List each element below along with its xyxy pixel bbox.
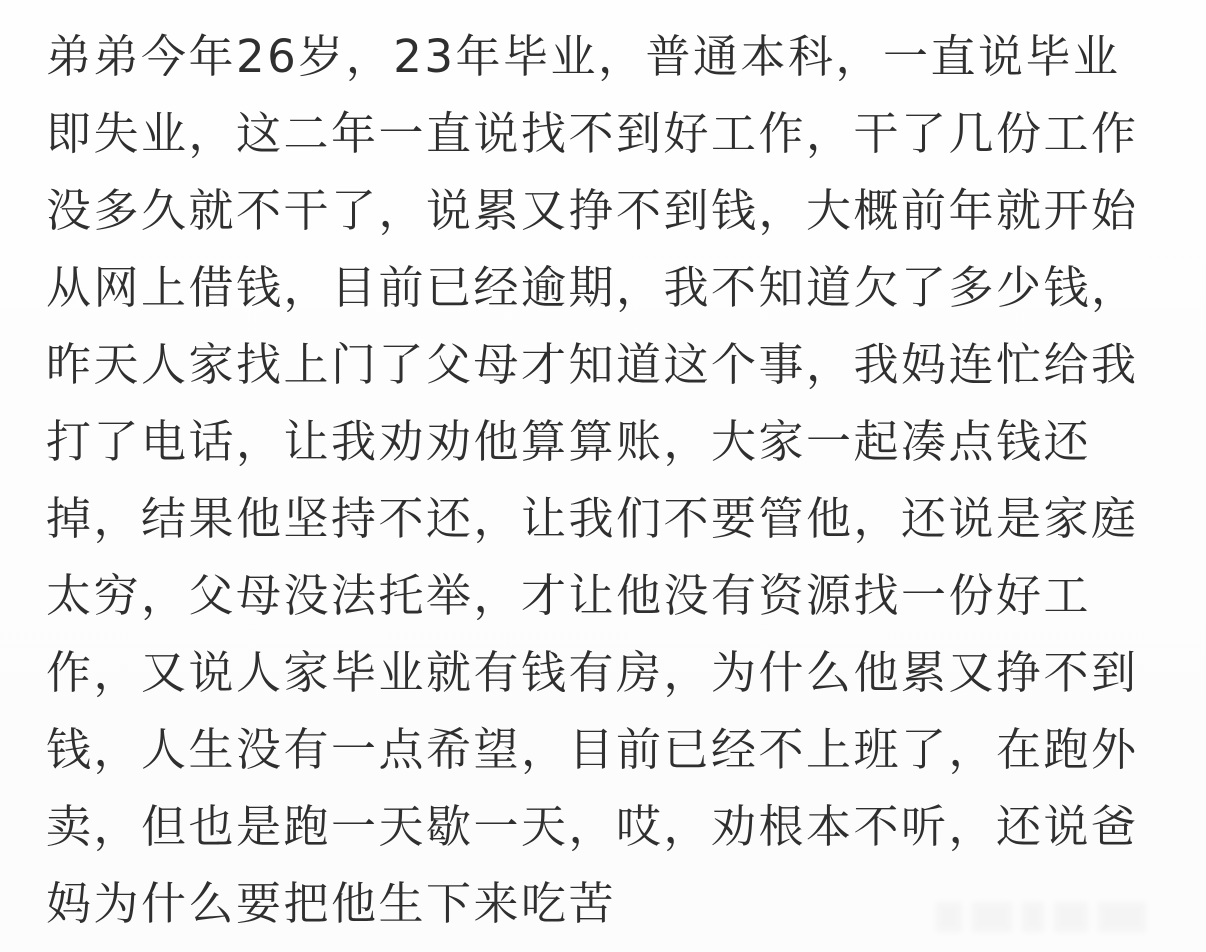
watermark-smudge: [972, 902, 1012, 932]
post-text-line: 钱，人生没有一点希望，目前已经不上班了，在跑外: [46, 723, 1139, 776]
watermark-smudge: [1022, 902, 1044, 932]
post-text-line: 昨天人家找上门了父母才知道这个事，我妈连忙给我: [46, 338, 1139, 391]
watermark-smudge: [1098, 902, 1146, 932]
post-text-line: 卖，但也是跑一天歇一天，哎，劝根本不听，还说爸: [46, 800, 1139, 853]
watermark-smudge: [936, 902, 962, 932]
watermark: [936, 896, 1176, 938]
post-text-line: 弟弟今年26岁，23年毕业，普通本科，一直说毕业: [46, 30, 1121, 83]
post-text-line: 从网上借钱，目前已经逾期，我不知道欠了多少钱，: [46, 261, 1139, 314]
post-text-line: 即失业，这二年一直说找不到好工作，干了几份工作: [46, 107, 1139, 160]
post-text-line: 妈为什么要把他生下来吃苦: [46, 877, 617, 930]
post-text-line: 掉，结果他坚持不还，让我们不要管他，还说是家庭: [46, 492, 1139, 545]
post-text: [46, 18, 1186, 942]
post-text-line: 太穷，父母没法托举，才让他没有资源找一份好工: [46, 569, 1092, 622]
post-text-line: 打了电话，让我劝劝他算算账，大家一起凑点钱还: [46, 415, 1092, 468]
watermark-smudge: [1054, 902, 1088, 932]
post-text-line: 作，又说人家毕业就有钱有房，为什么他累又挣不到: [46, 646, 1139, 699]
post-text-line: 没多久就不干了，说累又挣不到钱，大概前年就开始: [46, 184, 1139, 237]
